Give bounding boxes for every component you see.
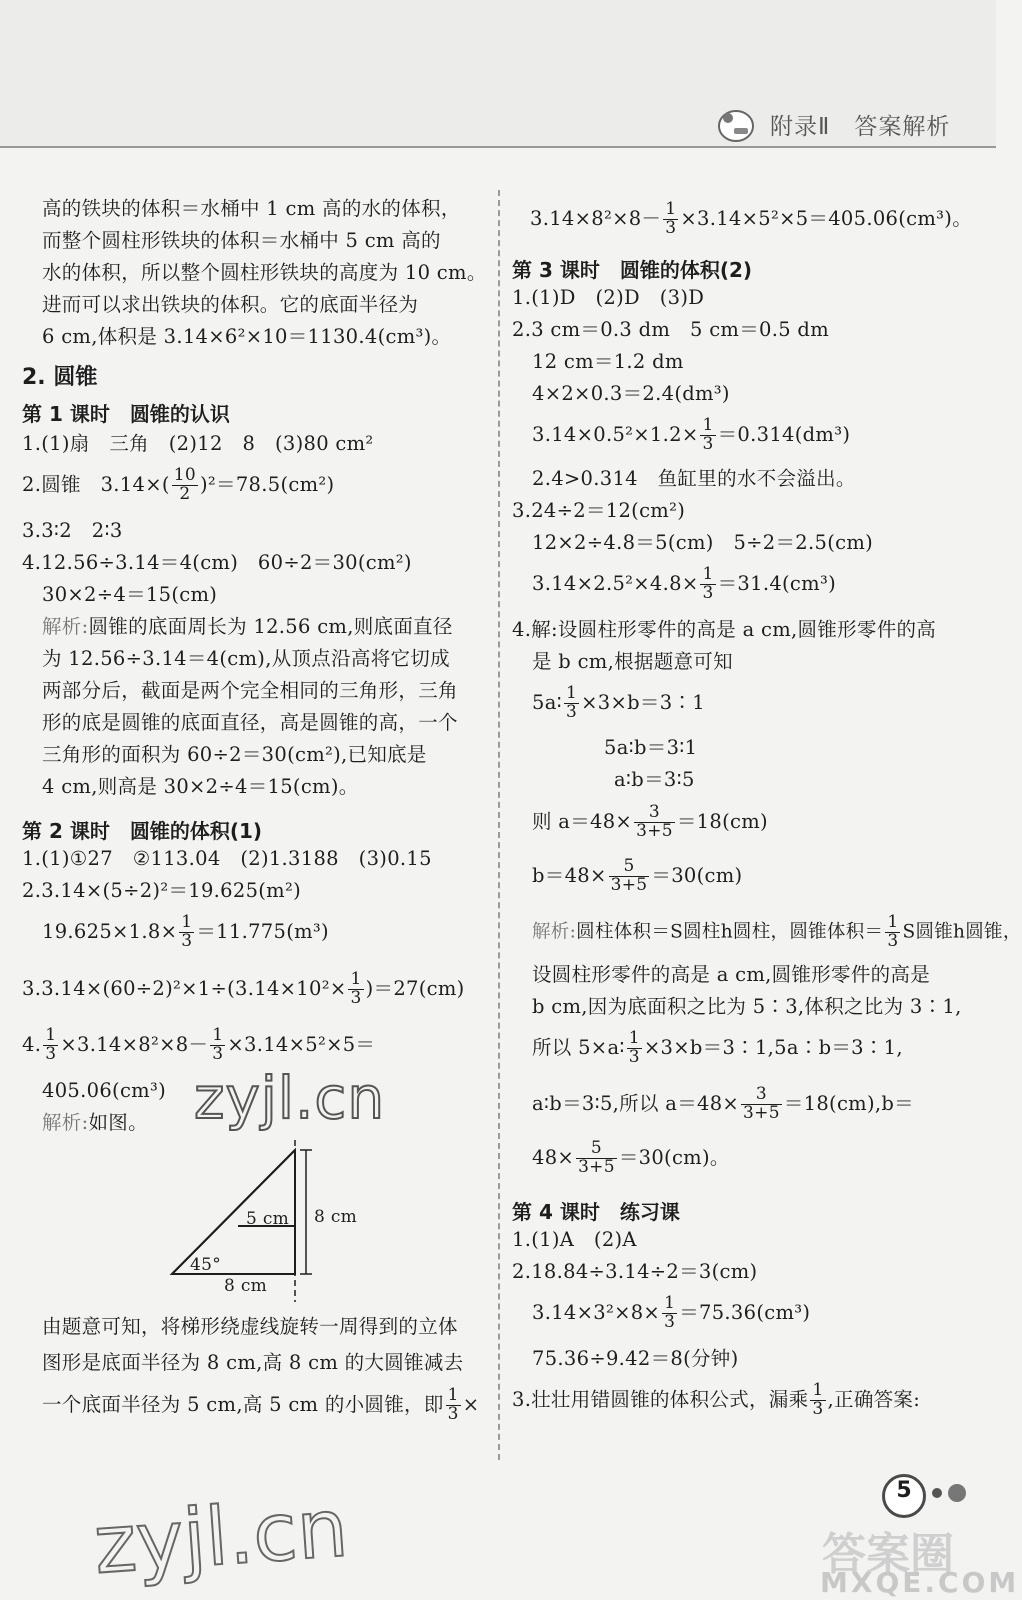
fig-label-8cm-bottom: 8 cm <box>224 1276 268 1296</box>
fig-label-45deg: 45° <box>190 1255 222 1275</box>
mascot-icon <box>716 104 756 144</box>
l1-analysis-3: 两部分后，截面是两个完全相同的三角形，三角 <box>42 679 458 702</box>
page-number: 5 <box>896 1478 912 1503</box>
l2-q4: 4. $\frac{1}{3}$ ×3.14×8²×8－ $\frac{1}{3}$ ×3.14×5²×5＝ <box>22 1025 376 1064</box>
l2-q1: 1.(1)①27 ②113.04 (2)1.3188 (3)0.15 <box>22 847 432 870</box>
l3-q4c: 5a∶ $\frac{1}{3}$ ×3×b＝3∶1 <box>532 683 705 722</box>
l1-q4b: 30×2÷4＝15(cm) <box>42 583 218 606</box>
l3-q4b: 是 b cm,根据题意可知 <box>532 650 733 673</box>
l4-q2a: 2.18.84÷3.14÷2＝3(cm) <box>512 1260 758 1283</box>
l3-analysis-6: 48× $\frac{5}{3+5}$ ＝30(cm)。 <box>532 1138 730 1177</box>
l3-q4f: 则 a＝48× $\frac{3}{3+5}$ ＝18(cm) <box>532 802 768 841</box>
fig-label-5cm: 5 cm <box>246 1209 290 1229</box>
l3-analysis-3: b cm,因为底面积之比为 5∶3,体积之比为 3∶1, <box>532 995 962 1018</box>
watermark-mxqe: MXQE.COM <box>820 1566 1020 1599</box>
page-dot-large <box>948 1484 966 1502</box>
l1-q2: 2.圆锥 3.14×( $\frac{10}{2}$ )²＝78.5(cm²) <box>22 465 335 504</box>
l1-q3: 3.3∶2 2∶3 <box>22 519 123 542</box>
l3-q4e: a∶b＝3∶5 <box>614 768 695 791</box>
l3-analysis-1: 解析:圆柱体积＝S圆柱h圆柱，圆锥体积＝ $\frac{1}{3}$ S圆锥h圆锥， <box>532 912 1022 951</box>
l3-q2e: 2.4>0.314 鱼缸里的水不会溢出。 <box>532 467 856 490</box>
intro-line-2: 而整个圆柱形铁块的体积＝水桶中 5 cm 高的 <box>42 229 441 252</box>
intro-line-1: 高的铁块的体积＝水桶中 1 cm 高的水的体积， <box>42 197 461 220</box>
l3-q4g: b＝48× $\frac{5}{3+5}$ ＝30(cm) <box>532 856 743 895</box>
l3-q2d: 3.14×0.5²×1.2× $\frac{1}{3}$ ＝0.314(dm³) <box>532 415 851 454</box>
intro-line-4: 进而可以求出铁块的体积。它的底面半径为 <box>42 293 419 316</box>
column-divider <box>498 190 500 1460</box>
l3-q3a: 3.24÷2＝12(cm²) <box>512 499 686 522</box>
l3-q3c: 3.14×2.5²×4.8× $\frac{1}{3}$ ＝31.4(cm³) <box>532 564 836 603</box>
l2-q2b: 19.625×1.8× $\frac{1}{3}$ ＝11.775(m³) <box>42 912 329 951</box>
l3-q1: 1.(1)D (2)D (3)D <box>512 286 705 309</box>
l1-q1: 1.(1)扇 三角 (2)12 8 (3)80 cm² <box>22 432 374 455</box>
section-cone: 2. 圆锥 <box>22 365 98 390</box>
l2-q4b: 405.06(cm³) <box>42 1079 166 1102</box>
l1-analysis-6: 4 cm,则高是 30×2÷4＝15(cm)。 <box>42 775 359 798</box>
l1-q4a: 4.12.56÷3.14＝4(cm) 60÷2＝30(cm²) <box>22 551 412 574</box>
lesson-4-title: 第 4 课时 练习课 <box>512 1200 680 1224</box>
l4-q1: 1.(1)A (2)A <box>512 1228 637 1251</box>
l2-explain-2: 图形是底面半径为 8 cm,高 8 cm 的大圆锥减去 <box>42 1351 464 1374</box>
lesson-3-title: 第 3 课时 圆锥的体积(2) <box>512 258 753 282</box>
l2-q2a: 2.3.14×(5÷2)²＝19.625(m²) <box>22 879 301 902</box>
l3-analysis-4: 所以 5×a∶ $\frac{1}{3}$ ×3×b＝3∶1,5a∶b＝3∶1, <box>532 1028 903 1067</box>
page-dot-small <box>932 1488 942 1498</box>
r-continue: 3.14×8²×8－ $\frac{1}{3}$ ×3.14×5²×5＝405.06(cm³)。 <box>530 199 972 238</box>
l4-q3: 3.壮壮用错圆锥的体积公式，漏乘 $\frac{1}{3}$ ,正确答案: <box>512 1380 921 1419</box>
l3-analysis-5: a∶b＝3∶5,所以 a＝48× $\frac{3}{3+5}$ ＝18(cm),b＝ <box>532 1084 914 1123</box>
l1-analysis-1: 解析:圆锥的底面周长为 12.56 cm,则底面直径 <box>42 615 453 638</box>
l4-q2c: 75.36÷9.42＝8(分钟) <box>532 1347 739 1370</box>
watermark-zyjl-2: zyjl.cn <box>91 1481 351 1592</box>
lesson-1-title: 第 1 课时 圆锥的认识 <box>22 402 230 426</box>
l1-analysis-4: 形的底是圆锥的底面直径，高是圆锥的高，一个 <box>42 711 458 734</box>
l3-q4a: 4.解:设圆柱形零件的高是 a cm,圆锥形零件的高 <box>512 618 937 641</box>
l3-q2c: 4×2×0.3＝2.4(dm³) <box>532 382 730 405</box>
l2-analysis: 解析:如图。 <box>42 1111 148 1134</box>
l3-q2b: 12 cm＝1.2 dm <box>532 350 684 373</box>
l1-analysis-2: 为 12.56÷3.14＝4(cm),从顶点沿高将它切成 <box>42 647 450 670</box>
l2-explain-3: 一个底面半径为 5 cm,高 5 cm 的小圆锥，即 $\frac{1}{3}$ × <box>42 1385 480 1424</box>
l3-q4d: 5a∶b＝3∶1 <box>604 736 698 759</box>
l3-analysis-2: 设圆柱形零件的高是 a cm,圆锥形零件的高是 <box>532 963 931 986</box>
intro-line-5: 6 cm,体积是 3.14×6²×10＝1130.4(cm³)。 <box>42 325 452 348</box>
lesson-2-title: 第 2 课时 圆锥的体积(1) <box>22 819 263 843</box>
intro-line-3: 水的体积，所以整个圆柱形铁块的高度为 10 cm。 <box>42 261 487 284</box>
l1-analysis-5: 三角形的面积为 60÷2＝30(cm²),已知底是 <box>42 743 427 766</box>
l3-q3b: 12×2÷4.8＝5(cm) 5÷2＝2.5(cm) <box>532 531 874 554</box>
watermark-daanquan: 答案圈 <box>822 1529 954 1580</box>
header-rule <box>0 146 996 148</box>
l2-explain-1: 由题意可知，将梯形绕虚线旋转一周得到的立体 <box>42 1315 458 1338</box>
header-title: 附录Ⅱ 答案解析 <box>770 114 951 140</box>
l4-q2b: 3.14×3²×8× $\frac{1}{3}$ ＝75.36(cm³) <box>532 1293 811 1332</box>
watermark-zyjl-1: zyjl.cn <box>194 1064 386 1132</box>
fig-label-8cm-right: 8 cm <box>314 1207 358 1227</box>
l2-q3: 3.3.14×(60÷2)²×1÷(3.14×10²× $\frac{1}{3}$ )＝27(cm) <box>22 969 465 1008</box>
l3-q2a: 2.3 cm＝0.3 dm 5 cm＝0.5 dm <box>512 318 830 341</box>
